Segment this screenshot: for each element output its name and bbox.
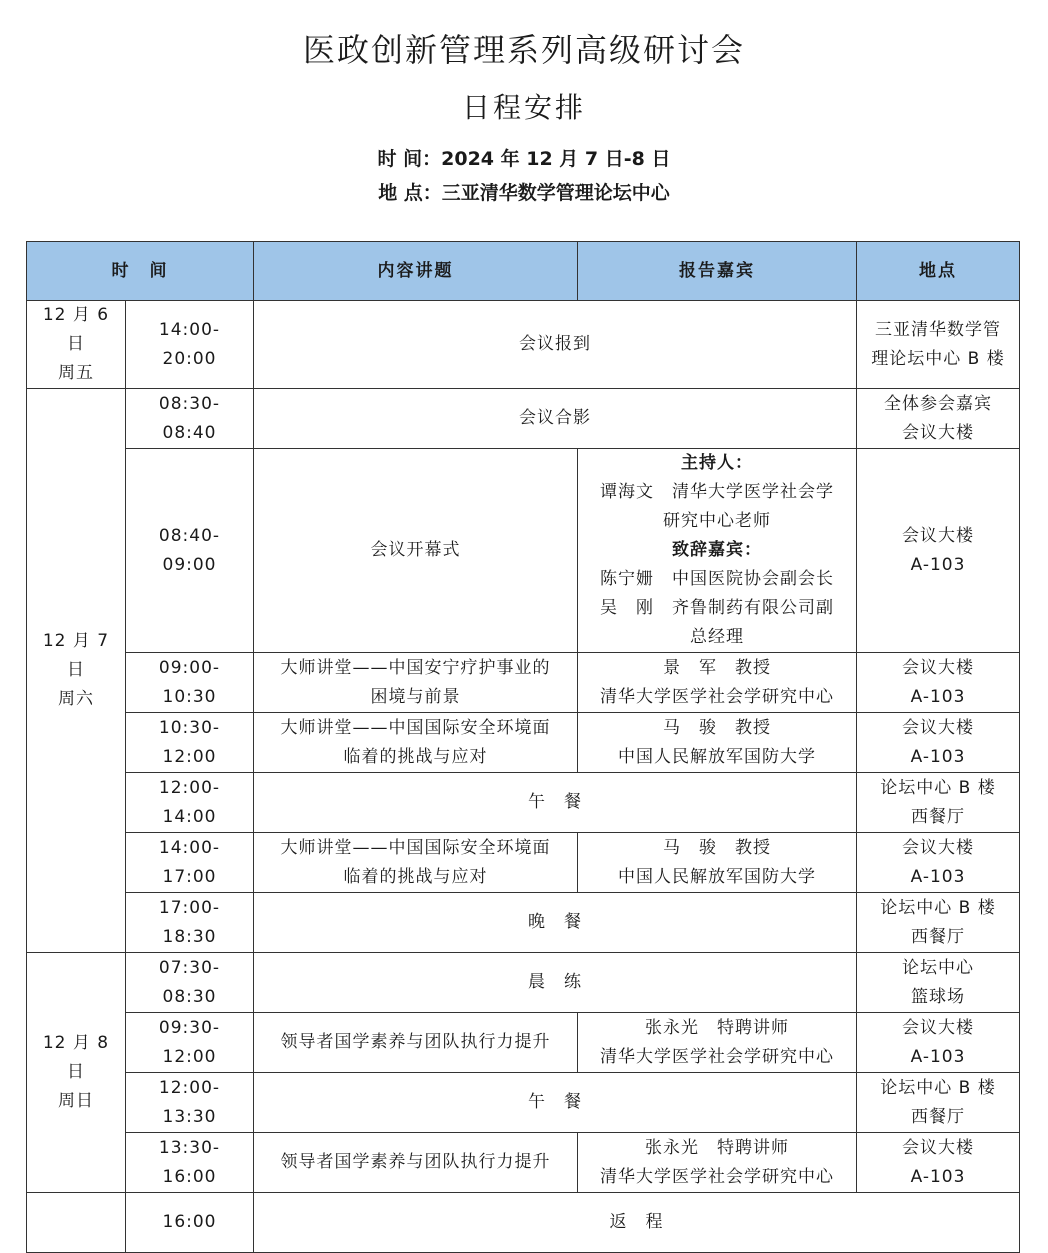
- location-line: 全体参会嘉宾: [884, 393, 992, 414]
- topic-cell: [254, 713, 578, 773]
- speaker-line: 张永光 特聘讲师: [645, 1137, 789, 1158]
- topic-line: 临着的挑战与应对: [343, 866, 488, 887]
- location-line: A-103: [910, 1166, 966, 1187]
- table-row: [27, 953, 1020, 1013]
- time-cell: 16:00: [126, 1193, 254, 1253]
- location-line: A-103: [910, 746, 966, 767]
- location-cell: [857, 953, 1020, 1013]
- event-place: 地 点：三亚清华数学管理论坛中心: [378, 182, 670, 204]
- topic-cell: 返 程: [254, 1193, 1020, 1253]
- speaker-line: 张永光 特聘讲师: [645, 1017, 789, 1038]
- speaker-line: 清华大学医学社会学研究中心: [600, 1046, 834, 1067]
- day-date: 12 月 8 日: [42, 1033, 110, 1082]
- host-label: 主持人：: [681, 453, 753, 473]
- time-cell: 12:00-13:30: [126, 1073, 254, 1133]
- topic-cell: [254, 653, 578, 713]
- header-topic: 内容讲题: [254, 242, 578, 301]
- topic-cell: 午 餐: [254, 1073, 857, 1133]
- speaker-cell: [578, 449, 857, 653]
- table-row: [27, 389, 1020, 449]
- location-cell: [857, 389, 1020, 449]
- location-cell: [857, 449, 1020, 653]
- header-speaker: 报告嘉宾: [578, 242, 857, 301]
- table-row: [27, 773, 1020, 833]
- location-line: A-103: [910, 554, 966, 575]
- time-cell: 07:30-08:30: [126, 953, 254, 1013]
- time-cell: 08:40-09:00: [126, 449, 254, 653]
- time-cell: 09:00-10:30: [126, 653, 254, 713]
- topic-cell: 午 餐: [254, 773, 857, 833]
- location-line: 论坛中心: [902, 957, 974, 978]
- topic-cell: 晚 餐: [254, 893, 857, 953]
- table-row: [27, 1013, 1020, 1073]
- day-cell: [27, 953, 126, 1193]
- topic-cell: 晨 练: [254, 953, 857, 1013]
- location-line: 会议大楼: [902, 422, 974, 443]
- guest-line: 吴 刚 齐鲁制药有限公司副: [600, 598, 834, 618]
- topic-cell: 会议报到: [254, 301, 857, 389]
- location-line: 论坛中心 B 楼: [880, 897, 996, 918]
- day-weekday: 周五: [58, 363, 94, 383]
- speaker-line: 清华大学医学社会学研究中心: [600, 686, 834, 707]
- topic-cell: 会议合影: [254, 389, 857, 449]
- speaker-line: 中国人民解放军国防大学: [618, 866, 816, 887]
- location-line: A-103: [910, 686, 966, 707]
- speaker-line: 马 骏 教授: [663, 837, 771, 858]
- host-line: 研究中心老师: [663, 511, 771, 531]
- speaker-line: 马 骏 教授: [663, 717, 771, 738]
- location-cell: [857, 773, 1020, 833]
- location-cell: [857, 1013, 1020, 1073]
- location-line: 西餐厅: [911, 1106, 965, 1127]
- topic-line: 困境与前景: [370, 686, 461, 707]
- day-date: 12 月 7 日: [42, 631, 110, 680]
- page-subtitle: 日程安排: [461, 91, 586, 124]
- time-cell: 17:00-18:30: [126, 893, 254, 953]
- topic-cell: 领导者国学素养与团队执行力提升: [254, 1133, 578, 1193]
- speaker-cell: [578, 1133, 857, 1193]
- speaker-cell: [578, 713, 857, 773]
- speaker-cell: [578, 1013, 857, 1073]
- topic-cell: [254, 833, 578, 893]
- speaker-line: 清华大学医学社会学研究中心: [600, 1166, 834, 1187]
- host-line: 谭海文 清华大学医学社会学: [600, 482, 834, 502]
- table-header-row: [27, 242, 1020, 301]
- speaker-line: 中国人民解放军国防大学: [618, 746, 816, 767]
- table-row: [27, 301, 1020, 389]
- location-line: 论坛中心 B 楼: [880, 1077, 996, 1098]
- location-line: 会议大楼: [902, 717, 974, 738]
- header-location: 地点: [857, 242, 1020, 301]
- table-row: [27, 1073, 1020, 1133]
- location-line: A-103: [910, 1046, 966, 1067]
- table-row: [27, 893, 1020, 953]
- day-cell: [27, 301, 126, 389]
- location-cell: [857, 653, 1020, 713]
- table-row: [27, 1193, 1020, 1253]
- table-row: [27, 713, 1020, 773]
- location-line: 三亚清华数学管: [875, 319, 1001, 340]
- location-line: 篮球场: [911, 986, 965, 1007]
- location-line: 会议大楼: [902, 1017, 974, 1038]
- location-line: 会议大楼: [902, 1137, 974, 1158]
- time-cell: 13:30-16:00: [126, 1133, 254, 1193]
- location-line: 西餐厅: [911, 926, 965, 947]
- location-cell: [857, 893, 1020, 953]
- speaker-cell: [578, 653, 857, 713]
- location-cell: [857, 1073, 1020, 1133]
- speaker-cell: [578, 833, 857, 893]
- day-cell-empty: [27, 1193, 126, 1253]
- location-line: 会议大楼: [902, 525, 974, 546]
- event-time: 时 间：2024 年 12 月 7 日-8 日: [377, 148, 671, 170]
- topic-cell: 会议开幕式: [254, 449, 578, 653]
- location-line: 会议大楼: [902, 657, 974, 678]
- table-row: [27, 1133, 1020, 1193]
- location-cell: [857, 301, 1020, 389]
- location-cell: [857, 833, 1020, 893]
- time-cell: 09:30-12:00: [126, 1013, 254, 1073]
- time-cell: 14:00-20:00: [126, 301, 254, 389]
- time-cell: 14:00-17:00: [126, 833, 254, 893]
- guest-line: 总经理: [690, 627, 744, 647]
- topic-line: 大师讲堂——中国国际安全环境面: [280, 837, 551, 858]
- location-line: 论坛中心 B 楼: [880, 777, 996, 798]
- guest-line: 陈宁姗 中国医院协会副会长: [600, 569, 834, 589]
- day-weekday: 周日: [58, 1091, 94, 1111]
- topic-line: 大师讲堂——中国安宁疗护事业的: [280, 657, 551, 678]
- location-cell: [857, 713, 1020, 773]
- schedule-table: [26, 241, 1020, 1253]
- day-cell: [27, 389, 126, 953]
- time-cell: 08:30-08:40: [126, 389, 254, 449]
- topic-line: 临着的挑战与应对: [343, 746, 488, 767]
- day-weekday: 周六: [58, 689, 94, 709]
- topic-cell: 领导者国学素养与团队执行力提升: [254, 1013, 578, 1073]
- location-cell: [857, 1133, 1020, 1193]
- page-title: 医政创新管理系列高级研讨会: [302, 31, 745, 69]
- location-line: 理论坛中心 B 楼: [871, 348, 1005, 369]
- location-line: A-103: [910, 866, 966, 887]
- table-row: [27, 653, 1020, 713]
- table-row: [27, 449, 1020, 653]
- topic-line: 大师讲堂——中国国际安全环境面: [280, 717, 551, 738]
- time-cell: 10:30-12:00: [126, 713, 254, 773]
- location-line: 西餐厅: [911, 806, 965, 827]
- guest-label: 致辞嘉宾：: [672, 540, 762, 560]
- table-row: [27, 833, 1020, 893]
- day-date: 12 月 6 日: [42, 305, 110, 354]
- speaker-line: 景 军 教授: [663, 657, 771, 678]
- time-cell: 12:00-14:00: [126, 773, 254, 833]
- header-time: 时 间: [27, 242, 254, 301]
- location-line: 会议大楼: [902, 837, 974, 858]
